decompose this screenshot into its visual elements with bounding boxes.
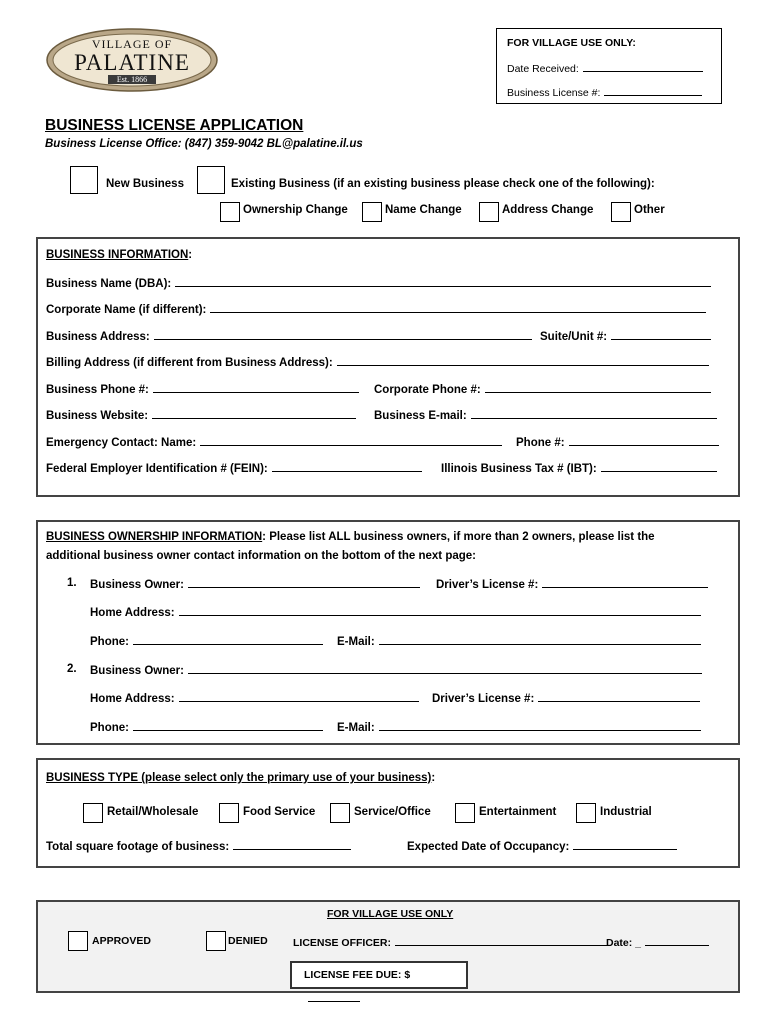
business-type-heading: BUSINESS TYPE (please select only the primary use of your business): <box>46 772 436 784</box>
date-received-field[interactable] <box>507 60 721 84</box>
business-info-heading: BUSINESS INFORMATION: <box>46 249 193 261</box>
business-license-label: Business License #: <box>507 87 601 99</box>
billing-address-field[interactable]: Billing Address (if different from Business Address): <box>46 354 709 370</box>
owner1-number: 1. <box>67 577 77 589</box>
service-office-checkbox[interactable] <box>330 803 350 823</box>
owner2-phone-field[interactable]: Phone: <box>90 719 323 735</box>
business-license-field[interactable] <box>507 84 721 108</box>
ownership-change-label: Ownership Change <box>243 204 348 216</box>
industrial-label: Industrial <box>600 806 652 818</box>
address-change-checkbox[interactable] <box>479 202 499 222</box>
business-name-field[interactable]: Business Name (DBA): <box>46 275 711 291</box>
ibt-field[interactable]: Illinois Business Tax # (IBT): <box>441 460 717 476</box>
license-fee-due-field[interactable]: LICENSE FEE DUE: $ <box>290 961 468 989</box>
square-footage-field[interactable]: Total square footage of business: <box>46 838 351 854</box>
license-officer-field[interactable]: LICENSE OFFICER: <box>293 934 607 950</box>
new-business-label: New Business <box>106 178 184 190</box>
office-contact: Business License Office: (847) 359-9042 BL@palatine.il.us <box>45 138 363 150</box>
entertainment-checkbox[interactable] <box>455 803 475 823</box>
ownership-change-checkbox[interactable] <box>220 202 240 222</box>
name-change-label: Name Change <box>385 204 462 216</box>
business-email-field[interactable]: Business E-mail: <box>374 407 717 423</box>
owner1-phone-field[interactable]: Phone: <box>90 633 323 649</box>
ownership-heading: BUSINESS OWNERSHIP INFORMATION: Please list ALL business owners, if more than 2 owners, please list the <box>46 531 655 543</box>
entertainment-label: Entertainment <box>479 806 557 818</box>
fein-field[interactable]: Federal Employer Identification # (FEIN): <box>46 460 422 476</box>
address-change-label: Address Change <box>502 204 594 216</box>
business-phone-field[interactable]: Business Phone #: <box>46 381 359 397</box>
new-business-checkbox[interactable] <box>70 166 98 194</box>
business-website-field[interactable]: Business Website: <box>46 407 356 423</box>
retail-wholesale-checkbox[interactable] <box>83 803 103 823</box>
village-logo <box>46 28 218 92</box>
owner1-email-field[interactable]: E-Mail: <box>337 633 701 649</box>
owner1-drivers-license-field[interactable]: Driver’s License #: <box>436 576 708 592</box>
other-checkbox[interactable] <box>611 202 631 222</box>
owner2-name-field[interactable]: Business Owner: <box>90 662 702 678</box>
owner2-home-address-field[interactable]: Home Address: <box>90 690 419 706</box>
logo-line2: PALATINE <box>74 50 190 75</box>
name-change-checkbox[interactable] <box>362 202 382 222</box>
retail-wholesale-label: Retail/Wholesale <box>107 806 199 818</box>
logo-line1: VILLAGE OF <box>91 37 173 51</box>
service-office-label: Service/Office <box>354 806 431 818</box>
village-use-box-top <box>496 28 722 104</box>
occupancy-date-field[interactable]: Expected Date of Occupancy: <box>407 838 677 854</box>
corporate-phone-field[interactable]: Corporate Phone #: <box>374 381 711 397</box>
owner1-home-address-field[interactable]: Home Address: <box>90 604 701 620</box>
approved-label: APPROVED <box>92 935 151 947</box>
emergency-contact-name-field[interactable]: Emergency Contact: Name: <box>46 434 502 450</box>
village-use-bottom-heading: FOR VILLAGE USE ONLY <box>327 908 454 920</box>
owner2-email-field[interactable]: E-Mail: <box>337 719 701 735</box>
emergency-phone-field[interactable]: Phone #: <box>516 434 719 450</box>
page-title: BUSINESS LICENSE APPLICATION <box>45 117 304 134</box>
denied-label: DENIED <box>228 935 268 947</box>
existing-business-checkbox[interactable] <box>197 166 225 194</box>
date-received-label: Date Received: <box>507 63 579 75</box>
food-service-label: Food Service <box>243 806 316 818</box>
ownership-intro: additional business owner contact information on the bottom of the next page: <box>46 550 476 562</box>
other-label: Other <box>634 204 665 216</box>
approved-checkbox[interactable] <box>68 931 88 951</box>
village-date-field[interactable]: Date: _ <box>606 934 709 950</box>
corporate-name-field[interactable]: Corporate Name (if different): <box>46 301 706 317</box>
denied-checkbox[interactable] <box>206 931 226 951</box>
food-service-checkbox[interactable] <box>219 803 239 823</box>
industrial-checkbox[interactable] <box>576 803 596 823</box>
existing-business-label: Existing Business (if an existing business please check one of the following): <box>231 178 655 190</box>
suite-unit-field[interactable]: Suite/Unit #: <box>540 328 711 344</box>
business-address-field[interactable]: Business Address: <box>46 328 532 344</box>
owner1-name-field[interactable]: Business Owner: <box>90 576 420 592</box>
village-use-heading: FOR VILLAGE USE ONLY: <box>507 37 636 49</box>
owner2-drivers-license-field[interactable]: Driver’s License #: <box>432 690 700 706</box>
owner2-number: 2. <box>67 663 77 675</box>
logo-line3: Est. 1866 <box>116 75 148 84</box>
